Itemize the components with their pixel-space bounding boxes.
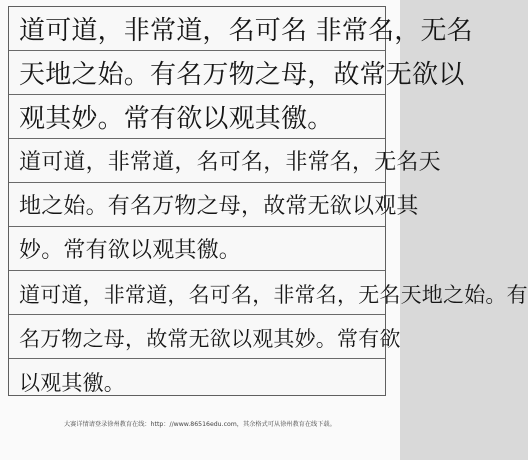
handwritten-line: 道可道，非常道，名可名 非常名，无名: [19, 16, 473, 46]
footer-note: 大赛详情请登录徐州教育在线：http：//www.86516edu.com，其余格式可从徐州教育在线下载。: [64, 421, 336, 428]
handwritten-line: 天地之始。有名万物之母，故常无欲以: [19, 60, 465, 90]
handwritten-line: 以观其徼。: [19, 371, 125, 395]
handwritten-line: 妙。常有欲以观其徼。: [19, 238, 242, 263]
ruled-line: [9, 358, 385, 359]
handwritten-line: 道可道，非常道，名可名，非常名，无名天: [19, 150, 441, 175]
ruled-line: [9, 94, 385, 95]
writing-frame: [8, 6, 528, 396]
ruled-line: [9, 182, 385, 183]
handwritten-line: 名万物之母，故常无欲以观其妙。常有欲: [19, 327, 401, 351]
ruled-line: [9, 50, 385, 51]
handwritten-line: 观其妙。常有欲以观其徼。: [19, 104, 334, 134]
ruled-line: [9, 314, 385, 315]
ruled-line: [9, 270, 385, 271]
handwritten-line: 道可道，非常道，名可名，非常名，无名天地之始。有: [19, 283, 528, 307]
ruled-line: [9, 226, 385, 227]
handwritten-line: 地之始。有名万物之母，故常无欲以观其: [19, 194, 419, 219]
ruled-line: [9, 138, 385, 139]
